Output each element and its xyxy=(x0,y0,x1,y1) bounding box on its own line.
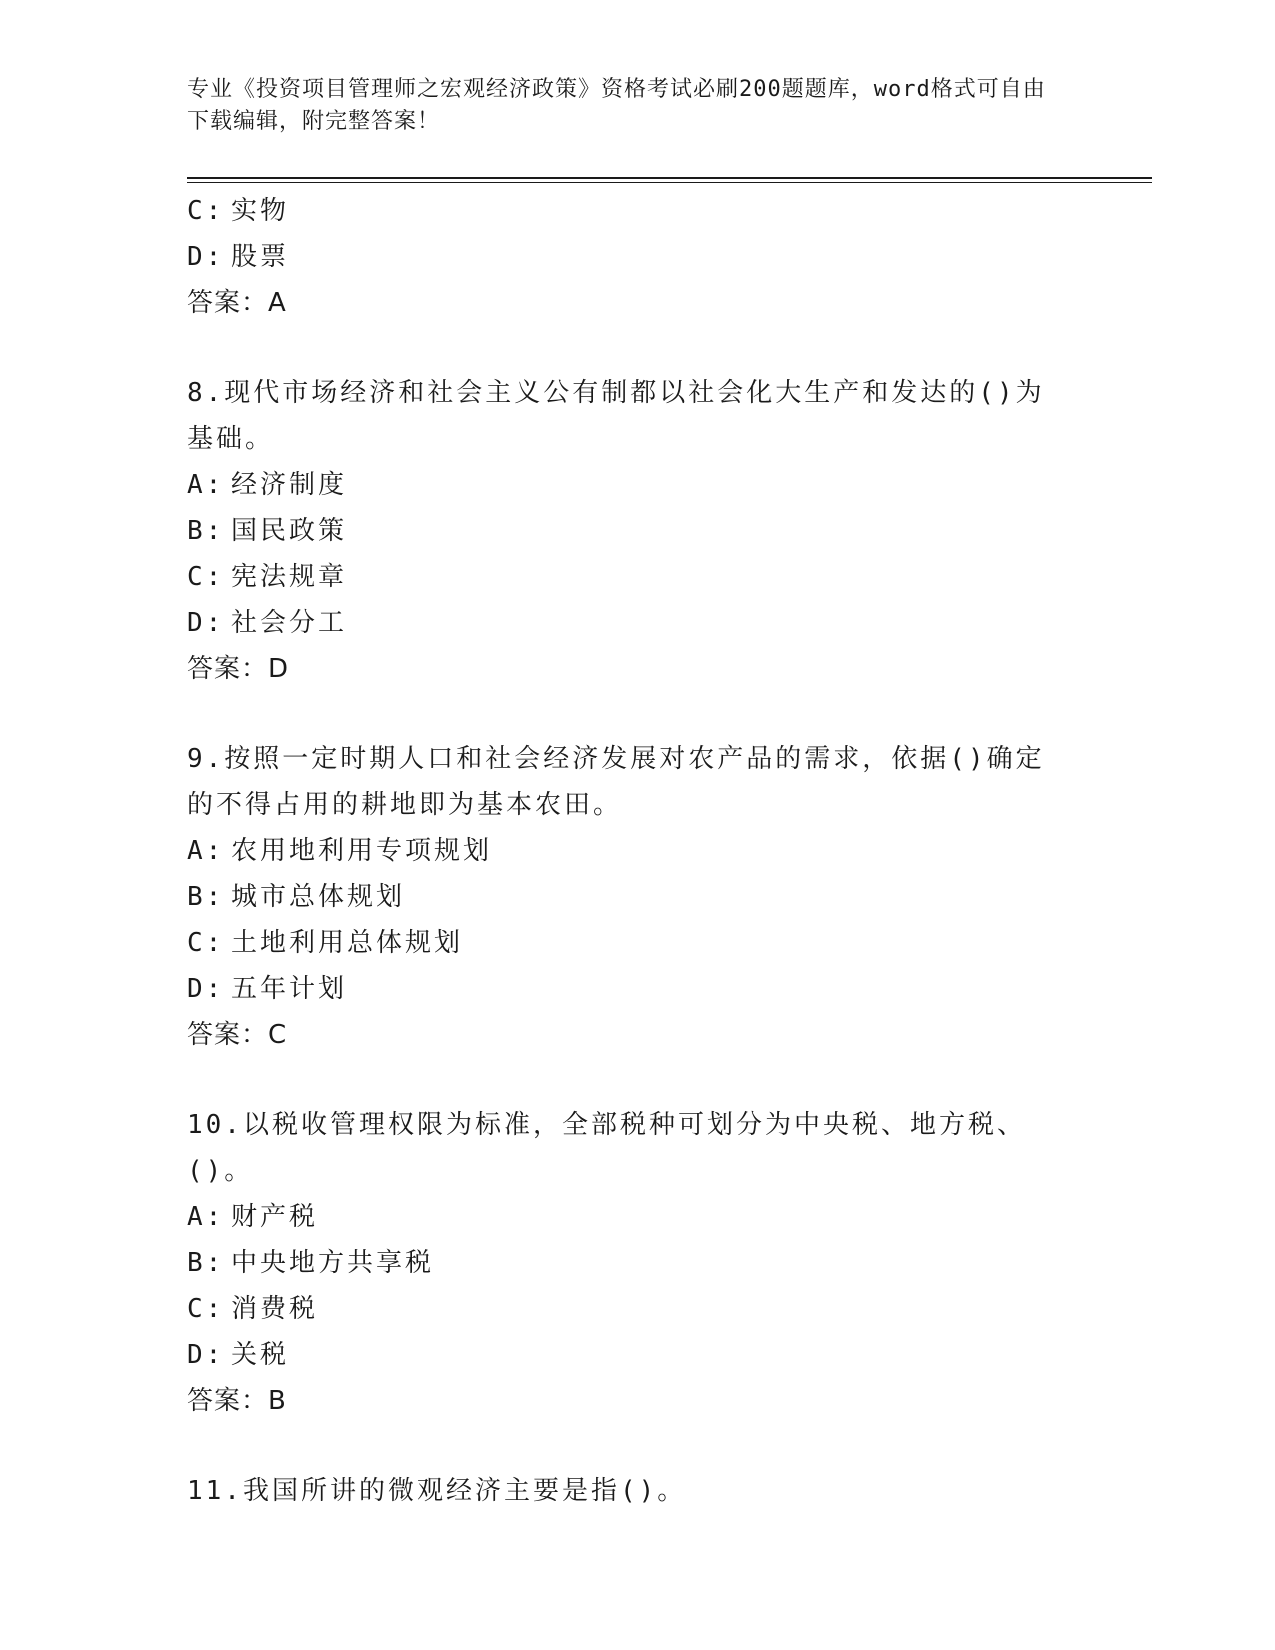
answer-line: 答案：A xyxy=(187,288,287,318)
option-key: B: xyxy=(187,1248,225,1278)
option-key: A: xyxy=(187,836,225,866)
option-text: 关税 xyxy=(231,1340,290,1370)
option-text: 农用地利用专项规划 xyxy=(231,836,493,866)
question-stem: 9.按照一定时期人口和社会经济发展对农产品的需求，依据()确定的不得占用的耕地即为基本农田。 xyxy=(187,744,1045,820)
option-d xyxy=(187,600,1067,646)
answer-line: 答案：C xyxy=(187,1020,288,1050)
option-key: D: xyxy=(187,608,225,638)
header-divider-thick xyxy=(187,177,1152,179)
option-key: C: xyxy=(187,196,225,226)
spacer xyxy=(187,1058,1067,1102)
document-header: 专业《投资项目管理师之宏观经济政策》资格考试必刷200题题库，word格式可自由下载编辑，附完整答案！ xyxy=(187,77,1046,134)
option-key: D: xyxy=(187,1340,225,1370)
option-text: 城市总体规划 xyxy=(231,882,406,912)
option-b xyxy=(187,874,1067,920)
option-text: 五年计划 xyxy=(231,974,348,1004)
option-key: B: xyxy=(187,882,225,912)
option-key: C: xyxy=(187,562,225,592)
option-c xyxy=(187,554,1067,600)
spacer xyxy=(187,326,1067,370)
answer-line: 答案：D xyxy=(187,654,290,684)
option-key: D: xyxy=(187,242,225,272)
option-key: B: xyxy=(187,516,225,546)
question-content xyxy=(187,188,1067,1514)
option-text: 财产税 xyxy=(231,1202,319,1232)
option-text: 国民政策 xyxy=(231,516,348,546)
option-key: A: xyxy=(187,1202,225,1232)
answer-line: 答案：B xyxy=(187,1386,287,1416)
option-c xyxy=(187,188,1067,234)
option-key: C: xyxy=(187,1294,225,1324)
option-b xyxy=(187,508,1067,554)
option-a xyxy=(187,462,1067,508)
header-divider-thin xyxy=(187,182,1152,183)
option-d xyxy=(187,966,1067,1012)
option-a xyxy=(187,828,1067,874)
option-key: C: xyxy=(187,928,225,958)
spacer xyxy=(187,1424,1067,1468)
option-c xyxy=(187,1286,1067,1332)
question-stem: 8.现代市场经济和社会主义公有制都以社会化大生产和发达的()为基础。 xyxy=(187,378,1045,454)
option-text: 土地利用总体规划 xyxy=(231,928,464,958)
option-d xyxy=(187,234,1067,280)
option-key: A: xyxy=(187,470,225,500)
option-c xyxy=(187,920,1067,966)
option-text: 宪法规章 xyxy=(231,562,348,592)
question-stem: 11.我国所讲的微观经济主要是指()。 xyxy=(187,1476,687,1506)
option-b xyxy=(187,1240,1067,1286)
option-text: 消费税 xyxy=(231,1294,319,1324)
option-key: D: xyxy=(187,974,225,1004)
spacer xyxy=(187,692,1067,736)
option-a xyxy=(187,1194,1067,1240)
question-stem: 10.以税收管理权限为标准，全部税种可划分为中央税、地方税、()。 xyxy=(187,1110,1026,1186)
option-text: 中央地方共享税 xyxy=(231,1248,435,1278)
option-text: 股票 xyxy=(231,242,290,272)
option-d xyxy=(187,1332,1067,1378)
option-text: 实物 xyxy=(231,196,290,226)
option-text: 社会分工 xyxy=(231,608,348,638)
option-text: 经济制度 xyxy=(231,470,348,500)
